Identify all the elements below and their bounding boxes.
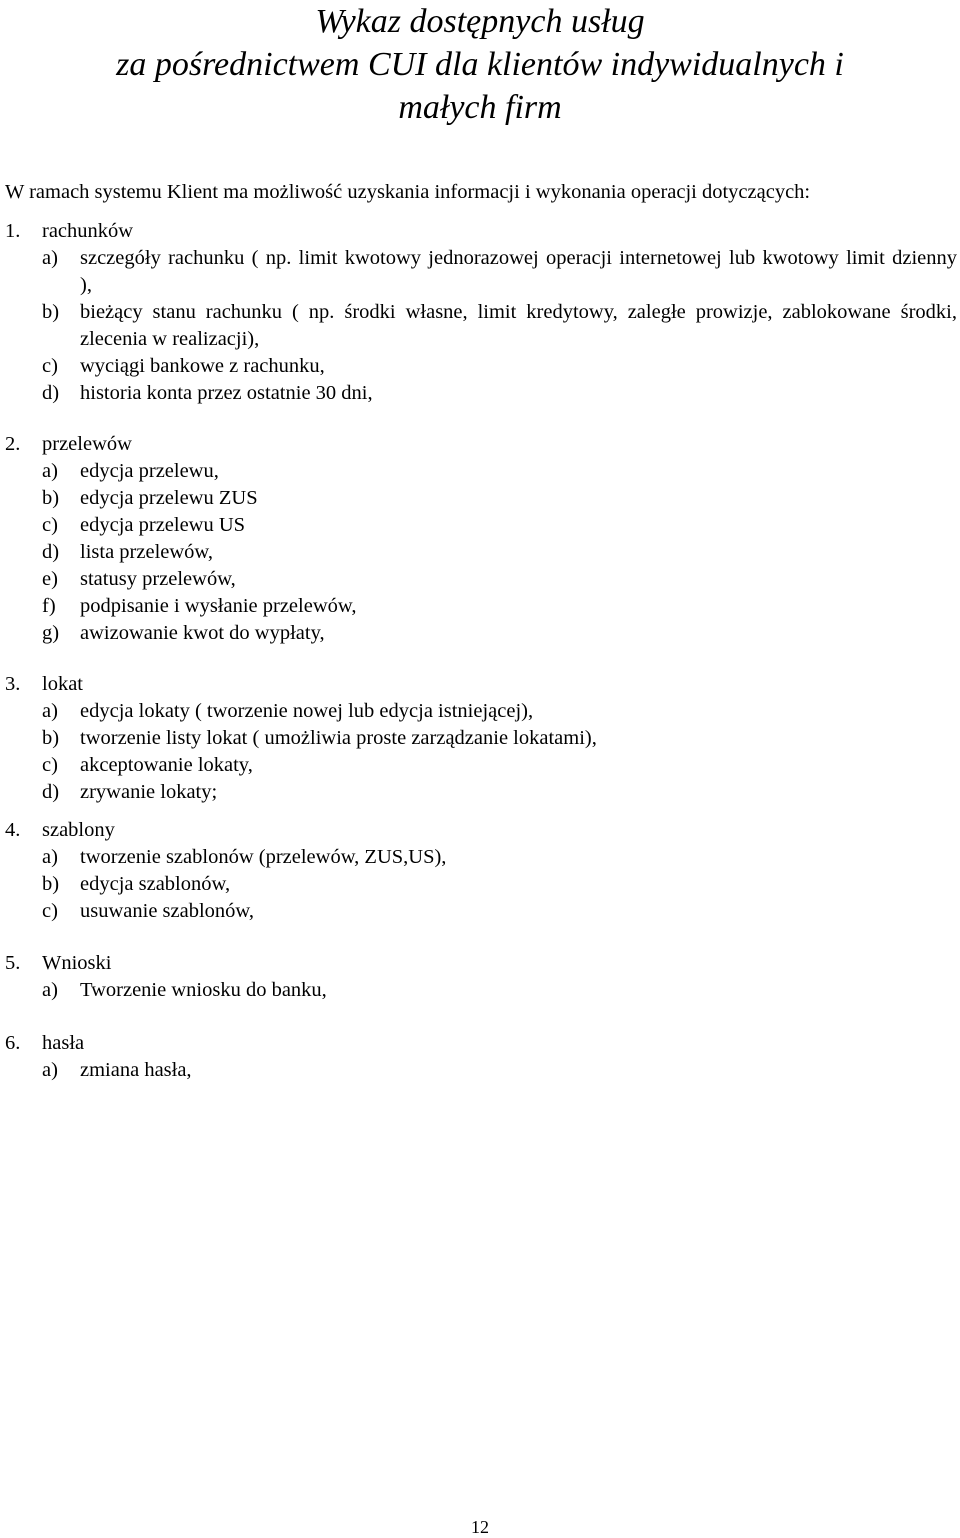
item-text: zrywanie lokaty; — [80, 781, 218, 803]
section-number: 1. — [5, 220, 21, 242]
item-letter: a) — [42, 979, 58, 1001]
section-name: szablony — [42, 819, 115, 841]
section-accounts — [5, 218, 957, 407]
item-text: szczegóły rachunku ( np. limit kwotowy jednorazowej operacji internetowej lub kwotowy limit dzienny ), — [80, 247, 957, 296]
item-text: lista przelewów, — [80, 541, 214, 563]
item-letter: c) — [42, 754, 58, 776]
list-item — [5, 245, 957, 299]
section-heading — [5, 1030, 957, 1057]
list-item — [5, 1057, 957, 1084]
list-item — [5, 593, 957, 620]
section-templates — [5, 817, 957, 925]
item-text: Tworzenie wniosku do banku, — [80, 979, 327, 1001]
item-text: akceptowanie lokaty, — [80, 754, 253, 776]
item-letter: b) — [42, 727, 60, 749]
item-text: edycja szablonów, — [80, 873, 231, 895]
list-item — [5, 977, 957, 1004]
list-item — [5, 353, 957, 380]
item-letter: a) — [42, 1059, 58, 1081]
item-text: tworzenie szablonów (przelewów, ZUS,US), — [80, 846, 447, 868]
item-letter: a) — [42, 700, 58, 722]
list-item — [5, 898, 957, 925]
section-name: rachunków — [42, 220, 134, 242]
item-text: bieżący stanu rachunku ( np. środki własne, limit kredytowy, zaległe prowizje, zablokowane środki, zlecenia w realizacji), — [80, 301, 957, 350]
list-item — [5, 752, 957, 779]
item-letter: g) — [42, 622, 60, 644]
section-number: 5. — [5, 952, 21, 974]
item-letter: b) — [42, 487, 60, 509]
item-letter: d) — [42, 382, 60, 404]
list-item — [5, 871, 957, 898]
item-letter: a) — [42, 460, 58, 482]
section-transfers — [5, 431, 957, 647]
item-text: wyciągi bankowe z rachunku, — [80, 355, 325, 377]
item-text: zmiana hasła, — [80, 1059, 192, 1081]
section-heading — [5, 671, 957, 698]
item-letter: b) — [42, 873, 60, 895]
item-text: edycja przelewu US — [80, 514, 246, 536]
item-text: tworzenie listy lokat ( umożliwia proste zarządzanie lokatami), — [80, 727, 597, 749]
item-letter: f) — [42, 595, 56, 617]
list-item — [5, 299, 957, 353]
list-item — [5, 725, 957, 752]
section-heading — [5, 431, 957, 458]
item-letter: c) — [42, 900, 58, 922]
section-heading — [5, 950, 957, 977]
list-item — [5, 458, 957, 485]
section-deposits — [5, 671, 957, 806]
title-line-2: za pośrednictwem CUI dla klientów indywidualnych i — [116, 46, 844, 83]
list-item — [5, 512, 957, 539]
intro-paragraph: W ramach systemu Klient ma możliwość uzyskania informacji i wykonania operacji dotyczących: — [5, 181, 811, 203]
section-number: 6. — [5, 1032, 21, 1054]
list-item — [5, 566, 957, 593]
list-item — [5, 620, 957, 647]
section-number: 3. — [5, 673, 21, 695]
document-title — [0, 0, 960, 129]
section-heading — [5, 817, 957, 844]
item-text: edycja przelewu ZUS — [80, 487, 258, 509]
item-letter: a) — [42, 846, 58, 868]
section-name: przelewów — [42, 433, 132, 455]
section-number: 4. — [5, 819, 21, 841]
item-text: awizowanie kwot do wypłaty, — [80, 622, 325, 644]
item-text: statusy przelewów, — [80, 568, 236, 590]
section-name: lokat — [42, 673, 83, 695]
page-number: 12 — [471, 1517, 489, 1537]
item-text: historia konta przez ostatnie 30 dni, — [80, 382, 373, 404]
title-line-1: Wykaz dostępnych usług — [315, 3, 645, 40]
item-letter: d) — [42, 541, 60, 563]
section-number: 2. — [5, 433, 21, 455]
item-text: edycja przelewu, — [80, 460, 219, 482]
list-item — [5, 485, 957, 512]
section-applications — [5, 950, 957, 1004]
title-line-3: małych firm — [398, 89, 562, 126]
list-item — [5, 380, 957, 407]
item-letter: d) — [42, 781, 60, 803]
item-letter: c) — [42, 514, 58, 536]
item-letter: a) — [42, 247, 58, 269]
section-heading — [5, 218, 957, 245]
item-text: usuwanie szablonów, — [80, 900, 255, 922]
item-text: edycja lokaty ( tworzenie nowej lub edycja istniejącej), — [80, 700, 534, 722]
section-name: hasła — [42, 1032, 85, 1054]
item-letter: e) — [42, 568, 58, 590]
list-item — [5, 844, 957, 871]
list-item — [5, 698, 957, 725]
item-letter: c) — [42, 355, 58, 377]
list-item — [5, 779, 957, 806]
list-item — [5, 539, 957, 566]
section-passwords — [5, 1030, 957, 1084]
item-text: podpisanie i wysłanie przelewów, — [80, 595, 357, 617]
item-letter: b) — [42, 301, 60, 323]
section-name: Wnioski — [42, 952, 112, 974]
